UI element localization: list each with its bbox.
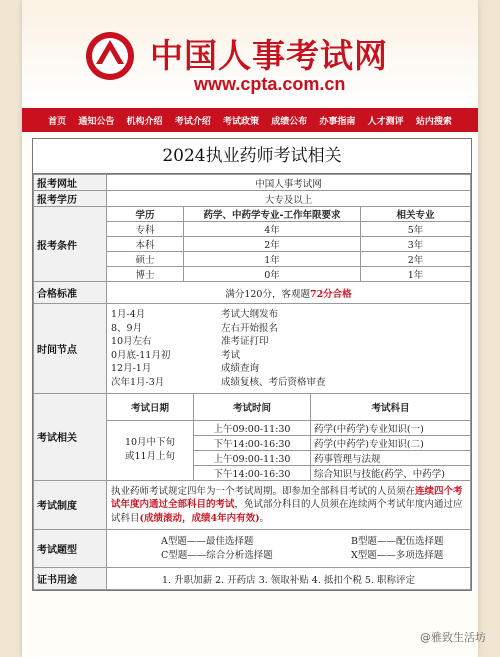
exam-header: 考试科目 (311, 394, 471, 420)
exam-date: 10月中下旬 或11月上旬 (107, 420, 194, 480)
nav-item[interactable]: 人才测评 (367, 116, 404, 127)
site-header (22, 0, 478, 104)
cpta-logo-icon (84, 30, 136, 82)
edu-label: 报考学历 (34, 191, 107, 207)
time-label: 时间节点 (34, 304, 107, 394)
site-value: 中国人事考试网 (107, 175, 471, 191)
cond-cell: 2年 (361, 252, 471, 267)
site-url[interactable]: www.cpta.com.cn (194, 74, 346, 94)
cond-cell: 3年 (361, 237, 471, 252)
sys-text (107, 480, 471, 530)
type-label: 考试题型 (34, 530, 107, 568)
time-event: 准考证打印 (221, 336, 269, 347)
cond-table (107, 207, 470, 281)
pass-highlight: 72分合格 (309, 288, 352, 300)
cond-cell: 专科 (107, 222, 184, 237)
time-event: 左右开始报名 (221, 322, 279, 334)
exam-time: 下午14:00-16:30 (194, 465, 311, 480)
type-list (111, 535, 466, 562)
nav-item[interactable]: 机构介绍 (126, 116, 163, 127)
cond-cell: 博士 (107, 267, 184, 282)
edu-value: 大专及以上 (107, 191, 471, 207)
cond-cell: 5年 (361, 222, 471, 237)
pass-label: 合格标准 (34, 282, 107, 304)
watermark: @雅致生活坊 (420, 631, 486, 644)
info-table (33, 174, 471, 590)
page (22, 0, 478, 657)
cond-header: 相关专业 (361, 207, 471, 222)
exam-time: 上午09:00-11:30 (194, 420, 311, 435)
exam-time: 下午14:00-16:30 (194, 435, 311, 450)
cond-cell: 1年 (184, 252, 361, 267)
sys-highlight: 连续四个考试年度内通过全部科目的考试 (111, 485, 463, 510)
cond-cell: 2年 (184, 237, 361, 252)
page-title: 2024执业药师考试相关 (33, 139, 471, 174)
nav-item[interactable]: 成绩公布 (271, 116, 308, 127)
exam-subject: 综合知识与技能(药学、中药学) (311, 465, 471, 480)
sys-label: 考试制度 (34, 480, 107, 530)
nav-item[interactable]: 考试政策 (222, 116, 259, 127)
nav-item[interactable]: 通知公告 (78, 116, 115, 127)
type-item: C型题——综合分析选择题 (161, 549, 273, 561)
cert-value: 1. 升职加薪 2. 开药店 3. 领取补贴 4. 抵扣个税 5. 职称评定 (107, 568, 471, 590)
time-period: 8、9月 (111, 322, 143, 334)
exam-header: 考试时间 (194, 394, 311, 420)
pass-text: 满分120分，客观题 (225, 288, 310, 300)
cond-label: 报考条件 (34, 207, 107, 282)
time-period: 次年1月-3月 (111, 376, 165, 388)
nav-item[interactable]: 站内搜索 (415, 116, 452, 127)
cert-label: 证书用途 (34, 568, 107, 590)
exam-table (107, 394, 470, 480)
time-period: 0月底-11月初 (111, 349, 171, 361)
exam-header: 考试日期 (107, 394, 194, 420)
cond-cell: 1年 (361, 267, 471, 282)
sys-text-part: 。 (259, 512, 270, 524)
nav-item[interactable]: 首页 (48, 116, 67, 127)
type-item: X型题——多项选择题 (351, 549, 444, 561)
time-period: 1月-4月 (111, 309, 146, 320)
exam-time: 上午09:00-11:30 (194, 450, 311, 465)
cond-cell: 4年 (184, 222, 361, 237)
cond-cell: 硕士 (107, 252, 184, 267)
site-title: 中国人事考试网 (150, 36, 388, 75)
sys-text-part: ，免试部分科目的人员须在连续两个考试年度内通过应试科目 (111, 499, 463, 524)
time-period: 12月-1月 (111, 363, 152, 374)
nav-item[interactable]: 办事指南 (319, 116, 356, 127)
time-event: 考试 (221, 349, 241, 361)
sys-text-part: 执业药师考试规定四年为一个考试周期。即参加全部科目考试的人员须在 (111, 485, 416, 497)
site-label: 报考网址 (34, 175, 107, 191)
exam-subject: 药事管理与法规 (311, 450, 471, 465)
time-event: 成绩复核、考后资格审查 (221, 376, 326, 388)
cond-cell: 0年 (184, 267, 361, 282)
cond-header: 药学、中药学专业-工作年限要求 (184, 207, 361, 222)
type-item: B型题——配伍选择题 (351, 536, 444, 547)
nav-bar (22, 108, 478, 132)
cond-header: 学历 (107, 207, 184, 222)
time-list (111, 308, 466, 389)
time-event: 成绩查询 (221, 363, 260, 374)
type-item: A型题——最佳选择题 (161, 536, 254, 547)
exam-subject: 药学(中药学)专业知识(一) (311, 420, 471, 435)
time-event: 考试大纲发布 (221, 309, 279, 320)
exam-label: 考试相关 (34, 394, 107, 481)
nav-item[interactable]: 考试介绍 (174, 116, 211, 127)
time-period: 10月左右 (111, 336, 152, 347)
sys-highlight: (成绩滚动，成绩4年内有效) (139, 512, 260, 524)
main-content (32, 138, 472, 591)
exam-subject: 药学(中药学)专业知识(二) (311, 435, 471, 450)
cond-cell: 本科 (107, 237, 184, 252)
